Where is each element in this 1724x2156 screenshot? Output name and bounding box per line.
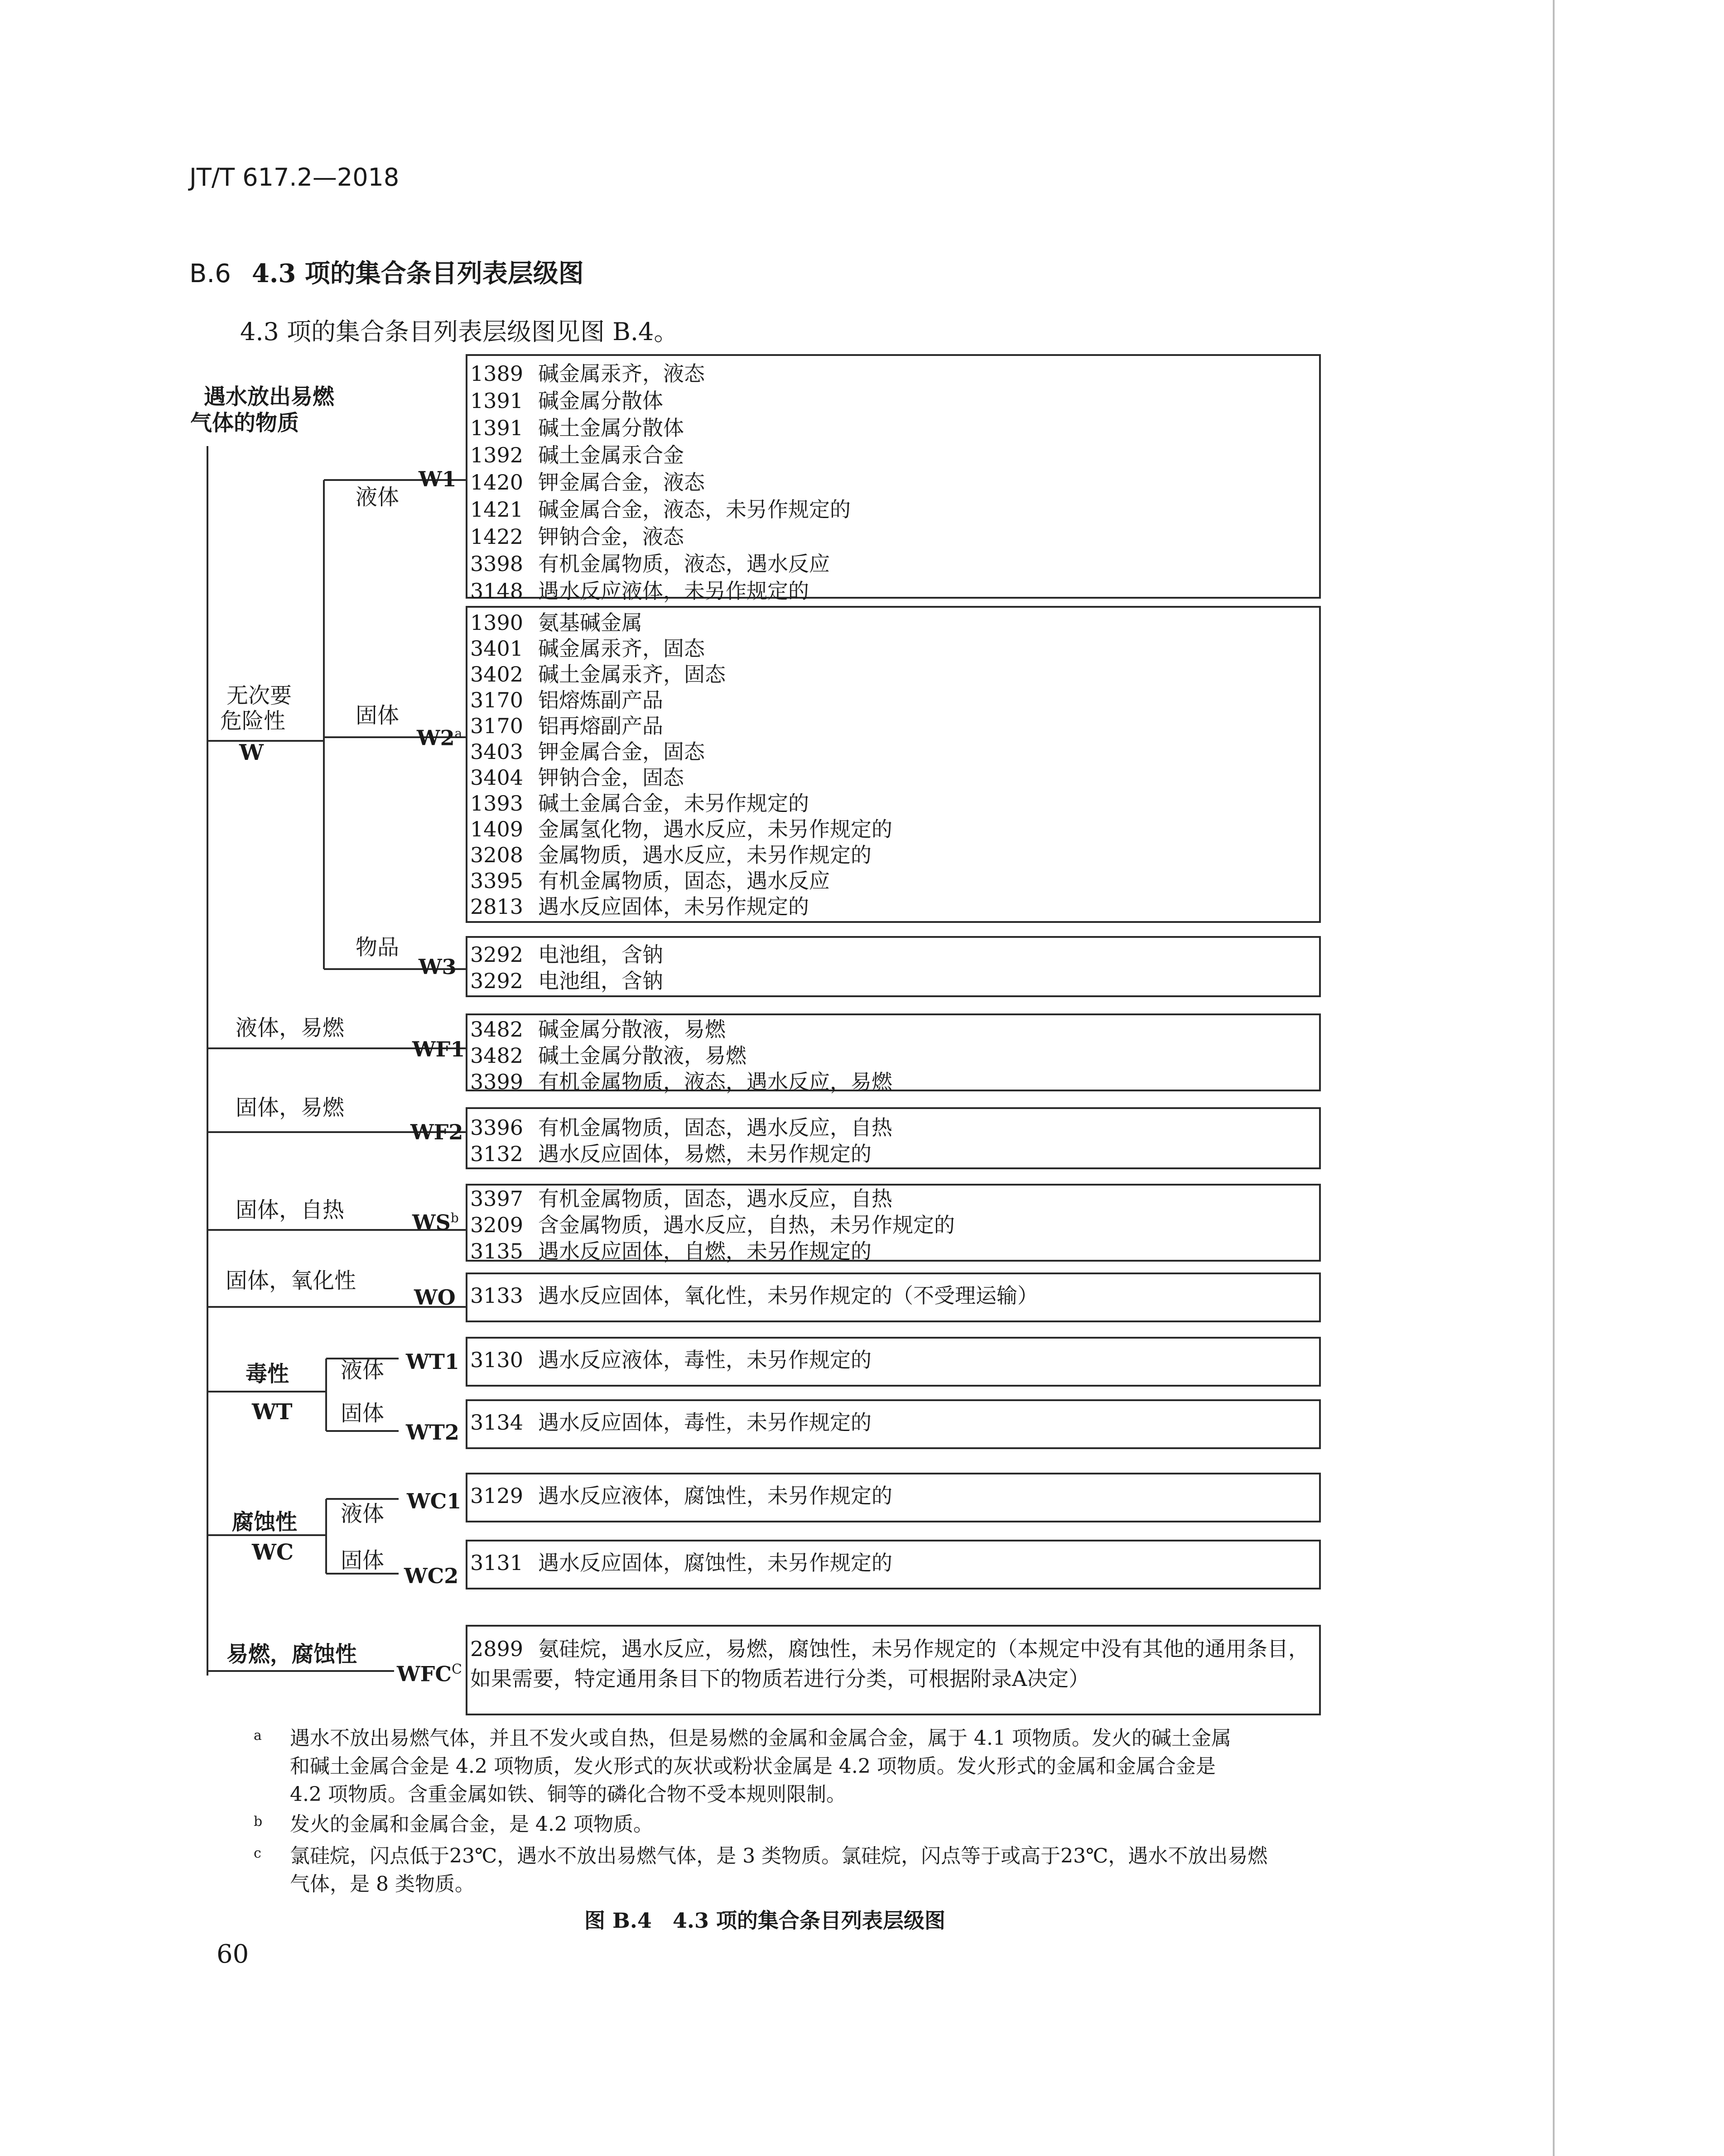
entry-name: 铝再熔副产品 — [538, 714, 663, 738]
un-number: 3482 — [470, 1043, 524, 1068]
entry-name: 氨基碱金属 — [538, 610, 642, 635]
un-number: 3209 — [470, 1213, 524, 1237]
entry-name: 遇水反应固体，氧化性，未另作规定的（不受理运输） — [538, 1283, 1038, 1308]
un-number: 3482 — [470, 1017, 524, 1042]
entry-row — [470, 1241, 872, 1262]
entry-name: 有机金属物质，固态，遇水反应，自热 — [538, 1186, 892, 1211]
entry-row — [470, 526, 684, 547]
entry-row — [470, 970, 663, 991]
entry-name: 有机金属物质，固态，遇水反应 — [538, 869, 830, 893]
footnote-a-line3: 4.2 项物质。含重金属如铁、铜等的磷化合物不受本规则限制。 — [290, 1783, 846, 1806]
un-number: 3131 — [470, 1551, 524, 1575]
entry-name: 碱土金属分散体 — [538, 416, 684, 440]
code-wfc: $WFC^C$ — [397, 1661, 462, 1686]
entry-name: 遇水反应液体，腐蚀性，未另作规定的 — [538, 1484, 892, 1508]
solid-self-heating-label: 固体，自热 — [236, 1197, 345, 1223]
entry-row — [470, 472, 705, 493]
entry-row — [470, 638, 705, 659]
un-number: 2813 — [470, 894, 524, 919]
un-number: 3396 — [470, 1115, 524, 1140]
root-label-line1: 遇水放出易燃 — [204, 384, 335, 409]
entry-name: 碱金属合金，液态，未另作规定的 — [538, 497, 851, 522]
footnote-b-line1: 发火的金属和金属合金，是 4.2 项物质。 — [290, 1813, 653, 1836]
section-intro: 4.3 项的集合条目列表层级图见图 B.4。 — [240, 317, 679, 346]
entry-row — [470, 1143, 872, 1164]
entry-name: 钾金属合金，液态 — [538, 470, 705, 495]
entry-name: 含金属物质，遇水反应，自热，未另作规定的 — [538, 1213, 955, 1237]
entry-row — [470, 1668, 1089, 1689]
entries-box-wf1 — [466, 1013, 1321, 1094]
un-number: 3395 — [470, 869, 524, 893]
footnote-c-marker: c — [254, 1845, 261, 1861]
entry-row — [470, 1285, 1038, 1306]
entry-row — [470, 1485, 892, 1506]
entry-row — [470, 819, 892, 840]
entry-row — [470, 944, 663, 965]
entry-row — [470, 499, 851, 520]
entry-row — [470, 741, 705, 762]
un-number: 3133 — [470, 1283, 524, 1308]
entries-box-w3 — [466, 936, 1321, 997]
entry-row — [470, 1071, 892, 1092]
liquid-branch-label: 液体 — [356, 485, 400, 510]
entry-name: 碱金属汞齐，液态 — [538, 361, 705, 386]
entry-name: 碱土金属汞合金 — [538, 443, 684, 467]
entry-row — [470, 896, 809, 917]
entry-name: 钾金属合金，固态 — [538, 739, 705, 764]
entries-box-wo — [466, 1272, 1321, 1322]
entry-name: 碱土金属汞齐，固态 — [538, 662, 726, 687]
un-number: 1389 — [470, 361, 524, 386]
code-wo: WO — [414, 1285, 456, 1310]
solid-branch-label: 固体 — [356, 703, 400, 728]
entries-box-w1 — [466, 354, 1321, 603]
code-w3: W3 — [419, 955, 457, 979]
entry-name: 如果需要，特定通用条目下的物质若进行分类，可根据附录A决定） — [470, 1666, 1090, 1691]
entries-box-wt2 — [466, 1399, 1321, 1449]
entry-row — [470, 1552, 892, 1573]
code-wt2: WT2 — [406, 1420, 459, 1445]
footnote-a-line2: 和碱土金属合金是 4.2 项物质，发火形式的灰状或粉状金属是 4.2 项物质。发火形式的金属和金属合金是 — [290, 1755, 1216, 1778]
un-number: 1391 — [470, 389, 524, 413]
un-number: 3129 — [470, 1484, 524, 1508]
entry-row — [470, 767, 684, 788]
code-wc1: WC1 — [407, 1489, 462, 1513]
entry-row — [470, 390, 663, 411]
entry-name: 电池组，含钠 — [538, 942, 663, 967]
entry-name: 有机金属物质，液态，遇水反应，易燃 — [538, 1070, 892, 1094]
footnote-a-line1: 遇水不放出易燃气体，并且不发火或自热，但是易燃的金属和金属合金，属于 4.1 项物质。发火的碱土金属 — [290, 1727, 1231, 1750]
un-number: 3135 — [470, 1239, 524, 1263]
entry-row — [470, 363, 705, 384]
corrosive-liquid-label: 液体 — [341, 1501, 385, 1527]
un-number: 1409 — [470, 817, 524, 841]
entry-name: 氨硅烷，遇水反应，易燃，腐蚀性，未另作规定的（本规定中没有其他的通用条目， — [538, 1637, 1309, 1661]
un-number: 2899 — [470, 1637, 524, 1661]
code-wt1: WT1 — [406, 1349, 459, 1374]
un-number: 3134 — [470, 1410, 524, 1435]
code-w1: W1 — [419, 467, 457, 491]
footnote-c-line2: 气体，是 8 类物质。 — [290, 1873, 475, 1896]
entry-name: 碱土金属合金，未另作规定的 — [538, 791, 809, 816]
entry-row — [470, 1638, 1309, 1659]
entry-row — [470, 1215, 955, 1235]
entry-name: 遇水反应固体，自燃，未另作规定的 — [538, 1239, 872, 1263]
un-number: 3148 — [470, 579, 524, 603]
entries-box-wt1 — [466, 1337, 1321, 1387]
entry-name: 遇水反应液体，毒性，未另作规定的 — [538, 1348, 872, 1372]
no-secondary-hazard-label-line1: 无次要 — [226, 683, 292, 708]
toxic-code: WT — [252, 1399, 293, 1425]
entry-name: 碱金属分散液，易燃 — [538, 1017, 726, 1042]
section-title: 4.3 项的集合条目列表层级图 — [251, 259, 584, 288]
un-number: 1390 — [470, 610, 524, 635]
un-number: 3399 — [470, 1070, 524, 1094]
flammable-corrosive-label: 易燃，腐蚀性 — [226, 1642, 357, 1667]
entry-row — [470, 715, 663, 736]
footnote-a-marker: a — [254, 1728, 262, 1743]
code-w2: W2$^a$ — [417, 725, 462, 750]
entry-row — [470, 870, 830, 891]
un-number: 3208 — [470, 843, 524, 867]
footnote-c-line1: 氯硅烷，闪点低于23℃，遇水不放出易燃气体，是 3 类物质。氯硅烷，闪点等于或高于23℃，遇水不放出易燃 — [290, 1844, 1268, 1868]
entry-name: 遇水反应固体，腐蚀性，未另作规定的 — [538, 1551, 892, 1575]
un-number: 3403 — [470, 739, 524, 764]
entry-row — [470, 1188, 892, 1209]
entry-row — [470, 690, 663, 711]
entry-row — [470, 553, 830, 574]
entry-name: 有机金属物质，液态，遇水反应 — [538, 552, 830, 576]
code-wc2: WC2 — [404, 1564, 459, 1588]
entry-name: 遇水反应液体，未另作规定的 — [538, 579, 809, 603]
entries-box-w2 — [466, 606, 1321, 923]
un-number: 1421 — [470, 497, 524, 522]
entry-row — [470, 581, 809, 601]
un-number: 3170 — [470, 714, 524, 738]
entries-box-wc1 — [466, 1473, 1321, 1522]
corrosive-code: WC — [252, 1540, 294, 1565]
no-secondary-hazard-code: W — [239, 740, 264, 765]
un-number: 3402 — [470, 662, 524, 687]
un-number: 1393 — [470, 791, 524, 816]
entry-row — [470, 1117, 892, 1138]
code-wf2: WF2 — [410, 1120, 463, 1144]
footnote-b-marker: b — [254, 1814, 263, 1829]
un-number: 3170 — [470, 688, 524, 712]
entry-name: 钾钠合金，液态 — [538, 524, 684, 549]
un-number: 3130 — [470, 1348, 524, 1372]
un-number: 3132 — [470, 1142, 524, 1166]
figure-caption: 图 B.4 4.3 项的集合条目列表层级图 — [584, 1908, 945, 1933]
entries-box-wf2 — [466, 1107, 1321, 1169]
entry-row — [470, 1019, 726, 1040]
un-number: 3401 — [470, 636, 524, 661]
entry-row — [470, 1349, 872, 1370]
entry-name: 遇水反应固体，未另作规定的 — [538, 894, 809, 919]
entry-name: 碱金属汞齐，固态 — [538, 636, 705, 661]
entry-row — [470, 1412, 872, 1433]
liquid-flammable-label: 液体，易燃 — [236, 1015, 345, 1041]
no-secondary-hazard-label-line2: 危险性 — [220, 708, 286, 734]
solid-flammable-label: 固体，易燃 — [236, 1095, 345, 1120]
section-number: B.6 — [189, 259, 231, 288]
code-ws: $WS^b$ — [412, 1210, 459, 1235]
entry-name: 遇水反应固体，毒性，未另作规定的 — [538, 1410, 872, 1435]
corrosive-label: 腐蚀性 — [232, 1509, 298, 1535]
un-number: 3404 — [470, 765, 524, 790]
un-number: 1392 — [470, 443, 524, 467]
entry-name: 铝熔炼副产品 — [538, 688, 663, 712]
un-number: 3292 — [470, 942, 524, 967]
entry-name: 钾钠合金，固态 — [538, 765, 684, 790]
entry-name: 碱金属分散体 — [538, 389, 663, 413]
article-branch-label: 物品 — [356, 935, 400, 960]
entries-box-ws — [466, 1184, 1321, 1262]
un-number: 1391 — [470, 416, 524, 440]
entry-name: 金属物质，遇水反应，未另作规定的 — [538, 843, 872, 867]
un-number: 3398 — [470, 552, 524, 576]
entry-row — [470, 418, 684, 438]
entry-name: 金属氢化物，遇水反应，未另作规定的 — [538, 817, 892, 841]
root-label-line2: 气体的物质 — [190, 410, 299, 436]
entry-name: 遇水反应固体，易燃，未另作规定的 — [538, 1142, 872, 1166]
entries-box-wc2 — [466, 1540, 1321, 1589]
entry-row — [470, 612, 642, 633]
page-number: 60 — [217, 1940, 249, 1969]
solid-oxidizing-label: 固体，氧化性 — [226, 1268, 356, 1293]
un-number: 1420 — [470, 470, 524, 495]
un-number: 1422 — [470, 524, 524, 549]
toxic-liquid-label: 液体 — [341, 1358, 385, 1383]
document-code: JT/T 617.2—2018 — [189, 163, 400, 192]
entry-row — [470, 845, 872, 865]
entry-row — [470, 664, 726, 685]
un-number: 3397 — [470, 1186, 524, 1211]
entry-row — [470, 445, 684, 466]
toxic-label: 毒性 — [246, 1361, 289, 1387]
entry-row — [470, 1045, 746, 1066]
code-wf1: WF1 — [412, 1037, 465, 1061]
entries-box-wfc — [466, 1625, 1321, 1715]
un-number: 3292 — [470, 969, 524, 993]
entry-name: 碱土金属分散液，易燃 — [538, 1043, 746, 1068]
toxic-solid-label: 固体 — [341, 1401, 385, 1426]
entry-row — [470, 793, 809, 814]
corrosive-solid-label: 固体 — [341, 1548, 385, 1573]
entry-name: 有机金属物质，固态，遇水反应，自热 — [538, 1115, 892, 1140]
entry-name: 电池组，含钠 — [538, 969, 663, 993]
